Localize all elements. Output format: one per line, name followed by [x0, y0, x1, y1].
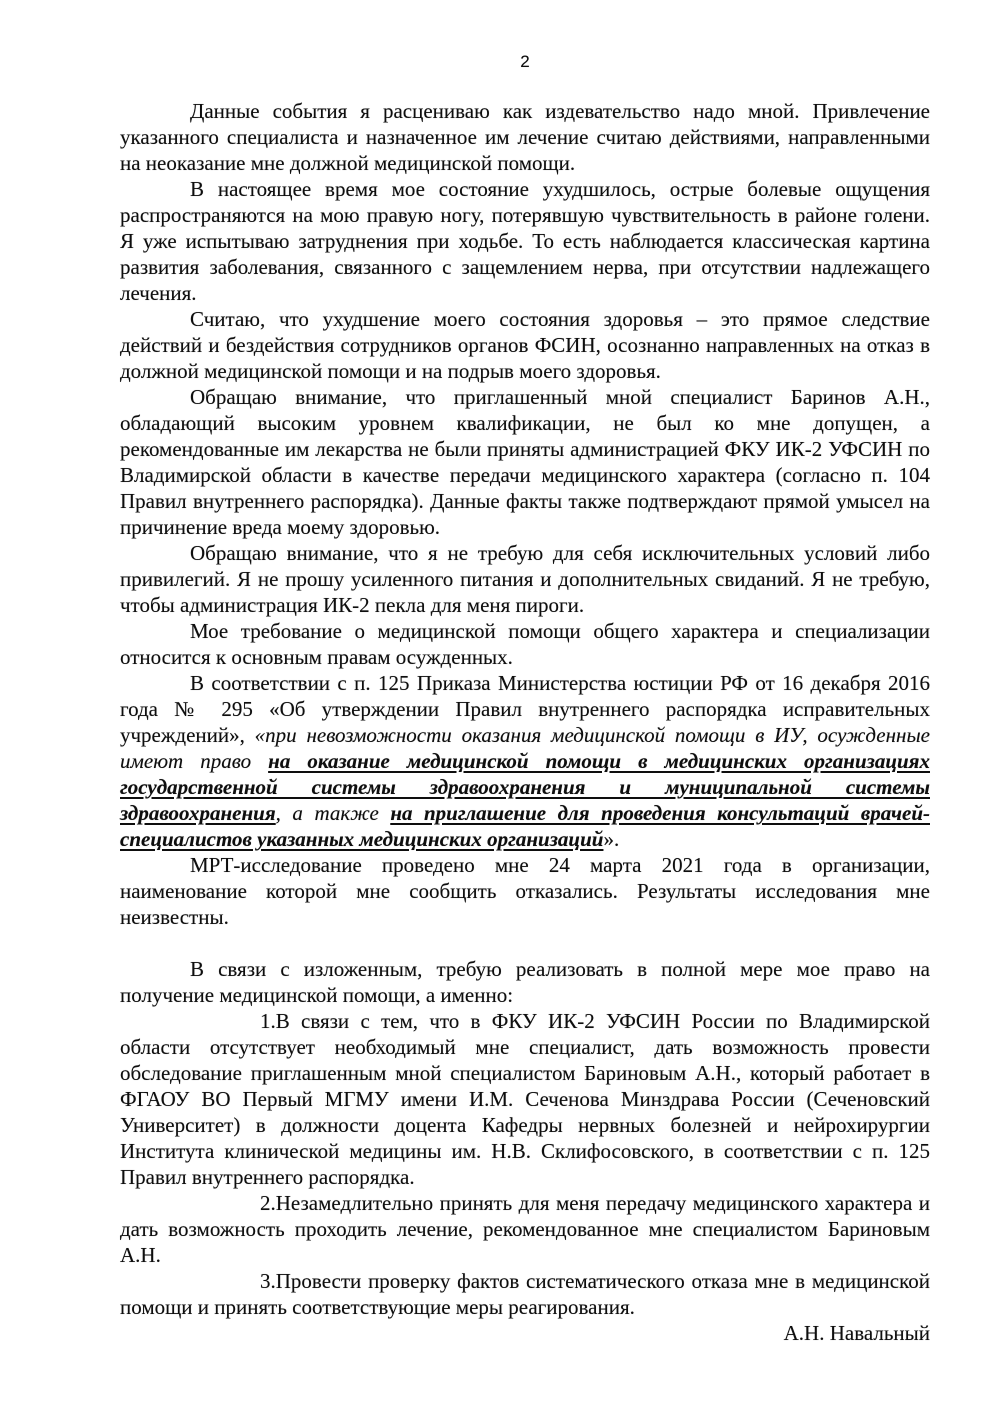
legal-closing: ». — [603, 827, 620, 851]
legal-intro: В соответствии с п. 125 Приказа Министерства юстиции РФ от 16 декабря 2016 года № 295 «Об утверждении Правил внутреннего распорядка исправительных учреждений», — [120, 671, 930, 747]
paragraph-conclusion: Считаю, что ухудшение моего состояния здоровья – это прямое следствие действий и бездействия сотрудников органов ФСИН, осознанно направленных на отказ в должной медицинской помощи и на подрыв моего здоровья. — [120, 307, 930, 383]
demand-text: Провести проверку фактов систематического отказа мне в медицинской помощи и принять соответствующие меры реагирования. — [120, 1269, 930, 1319]
paragraph-no-privileges: Обращаю внимание, что я не требую для себя исключительных условий либо привилегий. Я не прошу усиленного питания и дополнительных свиданий. Я не требую, чтобы администрация ИК-2 пекла для меня пироги. — [120, 541, 930, 617]
paragraph-legal-quote — [120, 670, 930, 852]
demand-number: 1. — [260, 1009, 276, 1033]
page-number: 2 — [520, 52, 530, 71]
paragraph-events: Данные события я расцениваю как издевательство надо мной. Привлечение указанного специалиста и назначенное им лечение считаю действиями, направленными на неоказание мне должной медицинской помощи. — [120, 99, 930, 175]
demand-item-2 — [120, 1190, 930, 1268]
demand-item-3 — [120, 1268, 930, 1320]
legal-right-2: на приглашение для проведения консультаций врачей-специалистов указанных медицинских организаций — [120, 801, 930, 851]
legal-connector: , а также — [275, 801, 391, 825]
paragraph-demand-general: Мое требование о медицинской помощи общего характера и специализации относится к основным правам осужденных. — [120, 619, 930, 669]
demand-item-1 — [120, 1008, 930, 1190]
legal-quote-lead: «при невозможности оказания медицинской помощи в ИУ, осужденные имеют право — [120, 723, 930, 773]
paragraph-mrt: МРТ-исследование проведено мне 24 марта 2021 года в организации, наименование которой мне сообщить отказались. Результаты исследования мне неизвестны. — [120, 853, 930, 929]
demand-text: Незамедлительно принять для меня передачу медицинского характера и дать возможность проходить лечение, рекомендованное мне специалистом Бариновым А.Н. — [120, 1191, 930, 1267]
signature: А.Н. Навальный — [783, 1321, 930, 1345]
paragraph-condition: В настоящее время мое состояние ухудшилось, острые болевые ощущения распространяются на мою правую ногу, потерявшую чувствительность в районе голени. Я уже испытываю затруднения при ходьбе. То есть наблюдается классическая картина развития заболевания, связанного с защемлением нерва, при отсутствии надлежащего лечения. — [120, 177, 930, 305]
demand-number: 3. — [260, 1269, 276, 1293]
legal-right-1: на оказание медицинской помощи в медицинских организациях государственной системы здравоохранения и муниципальной системы здравоохранения — [120, 749, 930, 825]
blank-line — [120, 930, 930, 956]
paragraph-demands-intro: В связи с изложенным, требую реализовать в полной мере мое право на получение медицинской помощи, а именно: — [120, 957, 930, 1007]
document-body — [120, 98, 930, 1346]
paragraph-specialist: Обращаю внимание, что приглашенный мной специалист Баринов А.Н., обладающий высоким уровнем квалификации, не был ко мне допущен, а рекомендованные им лекарства не были приняты администрацией ФКУ ИК-2 УФСИН по Владимирской области в качестве передачи медицинского характера (согласно п. 104 Правил внутреннего распорядка). Данные факты также подтверждают прямой умысел на причинение вреда моему здоровью. — [120, 385, 930, 539]
demand-number: 2. — [260, 1191, 276, 1215]
demand-text: В связи с тем, что в ФКУ ИК-2 УФСИН России по Владимирской области отсутствует необходимый мне специалист, дать возможность провести обследование приглашенным мной специалистом Бариновым А.Н., который работает в ФГАОУ ВО Первый МГМУ имени И.М. Сеченова Минздрава России (Сеченовский Университет) в должности доцента Кафедры нервных болезней и нейрохирургии Института клинической медицины им. Н.В. Склифосовского, в соответствии с п. 125 Правил внутреннего распорядка. — [120, 1009, 930, 1189]
